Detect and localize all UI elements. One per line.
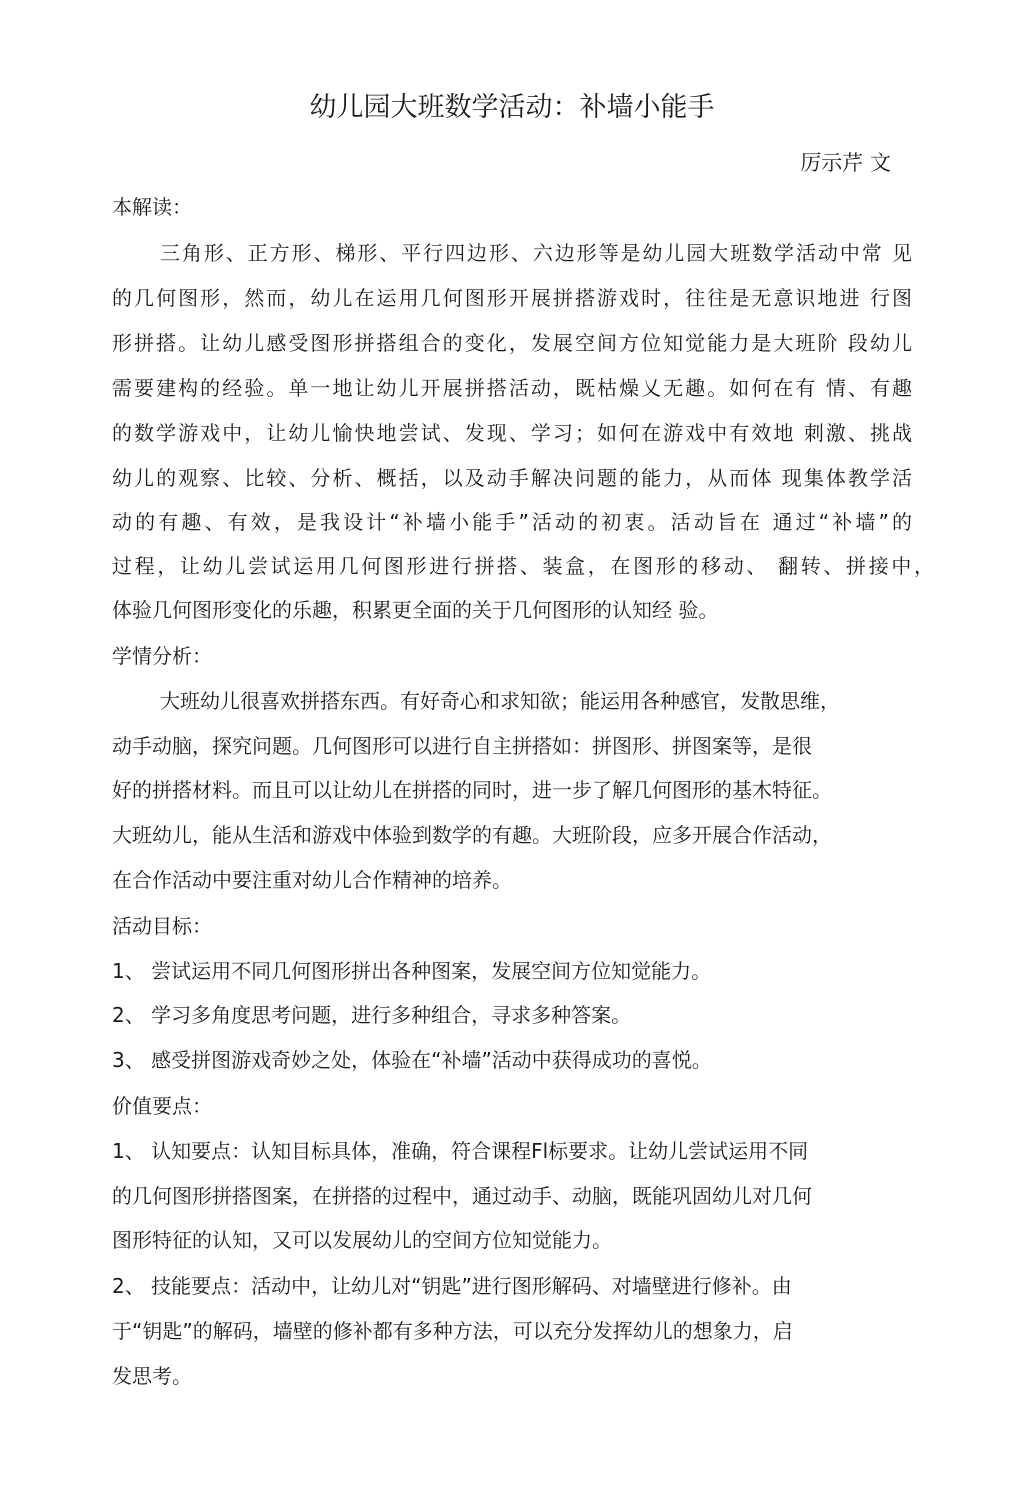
paragraph-line: 动的有趣、有效，是我设计“补墙小能手”活动的初衷。活动旨在 通过“补墙”的 bbox=[112, 510, 912, 534]
value-item: 2、 技能要点：活动中，让幼儿对“钥匙”进行图形解码、对墙壁进行修补。由 bbox=[112, 1274, 792, 1298]
goal-item: 1、 尝试运用不同几何图形拼出各种图案，发展空间方位知觉能力。 bbox=[112, 959, 712, 983]
goal-item: 3、 感受拼图游戏奇妙之处，体验在“补墙”活动中获得成功的喜悦。 bbox=[112, 1048, 712, 1072]
paragraph-line: 大班幼儿很喜欢拼搭东西。有好奇心和求知欲；能运用各种感官，发散思维， bbox=[160, 689, 840, 713]
section-heading-analysis: 学情分析： bbox=[112, 644, 212, 668]
paragraph-line: 大班幼儿，能从生活和游戏中体验到数学的有趣。大班阶段，应多开展合作活动， bbox=[112, 823, 832, 847]
paragraph-line: 好的拼搭材料。而且可以让幼儿在拼搭的同时，进一步了解几何图形的基木特征。 bbox=[112, 778, 832, 802]
paragraph-line: 在合作活动中要注重对幼儿合作精神的培养。 bbox=[112, 868, 512, 892]
paragraph-line: 需要建构的经验。单一地让幼儿开展拼搭活动，既枯燥乂无趣。如何在有 情、有趣 bbox=[112, 376, 912, 400]
paragraph-line: 于“钥匙”的解码，墙壁的修补都有多种方法，可以充分发挥幼儿的想象力，启 bbox=[112, 1319, 793, 1343]
paragraph-line: 过程，让幼儿尝试运用几何图形进行拼搭、装盒，在图形的移动、 翻转、拼接中， bbox=[112, 554, 934, 578]
paragraph-line: 的几何图形拼搭图案，在拼搭的过程中，通过动手、动脑，既能巩固幼儿对几何 bbox=[112, 1184, 812, 1208]
paragraph-line: 的几何图形，然而，幼儿在运用几何图形开展拼搭游戏时，往往是无意识地进 行图 bbox=[112, 286, 912, 310]
section-heading-values: 价值要点： bbox=[112, 1094, 212, 1118]
paragraph-line: 动手动脑，探究问题。几何图形可以进行自主拼搭如：拼图形、拼图案等，是很 bbox=[112, 734, 812, 758]
section-heading-goals: 活动目标： bbox=[112, 914, 212, 938]
value-item: 1、 认知要点：认知目标具体，准确，符合课程Fl标要求。让幼儿尝试运用不同 bbox=[112, 1139, 809, 1163]
paragraph-line: 发思考。 bbox=[112, 1364, 192, 1388]
paragraph-line: 幼儿的观察、比较、分析、概括，以及动手解决问题的能力，从而体 现集体教学活 bbox=[112, 466, 912, 490]
paragraph-line: 图形特征的认知，又可以发展幼儿的空间方位知觉能力。 bbox=[112, 1228, 612, 1252]
paragraph-line: 三角形、正方形、梯形、平行四边形、六边形等是幼儿园大班数学活动中常 见 bbox=[160, 241, 912, 265]
paragraph-line: 形拼搭。让幼儿感受图形拼搭组合的变化，发展空间方位知觉能力是大班阶 段幼儿 bbox=[112, 331, 912, 355]
paragraph-line: 体验几何图形变化的乐趣，积累更全面的关于几何图形的认知经 验。 bbox=[112, 598, 719, 622]
paragraph-line: 的数学游戏中，让幼儿愉快地尝试、发现、学习；如何在游戏中有效地 刺激、挑战 bbox=[112, 421, 912, 445]
section-heading-reading: 本解读： bbox=[112, 195, 192, 219]
author-byline: 厉示芹 文 bbox=[800, 151, 891, 175]
document-title: 幼儿园大班数学活动：补墙小能手 bbox=[309, 92, 715, 123]
goal-item: 2、 学习多角度思考问题，进行多种组合，寻求多种答案。 bbox=[112, 1003, 632, 1027]
